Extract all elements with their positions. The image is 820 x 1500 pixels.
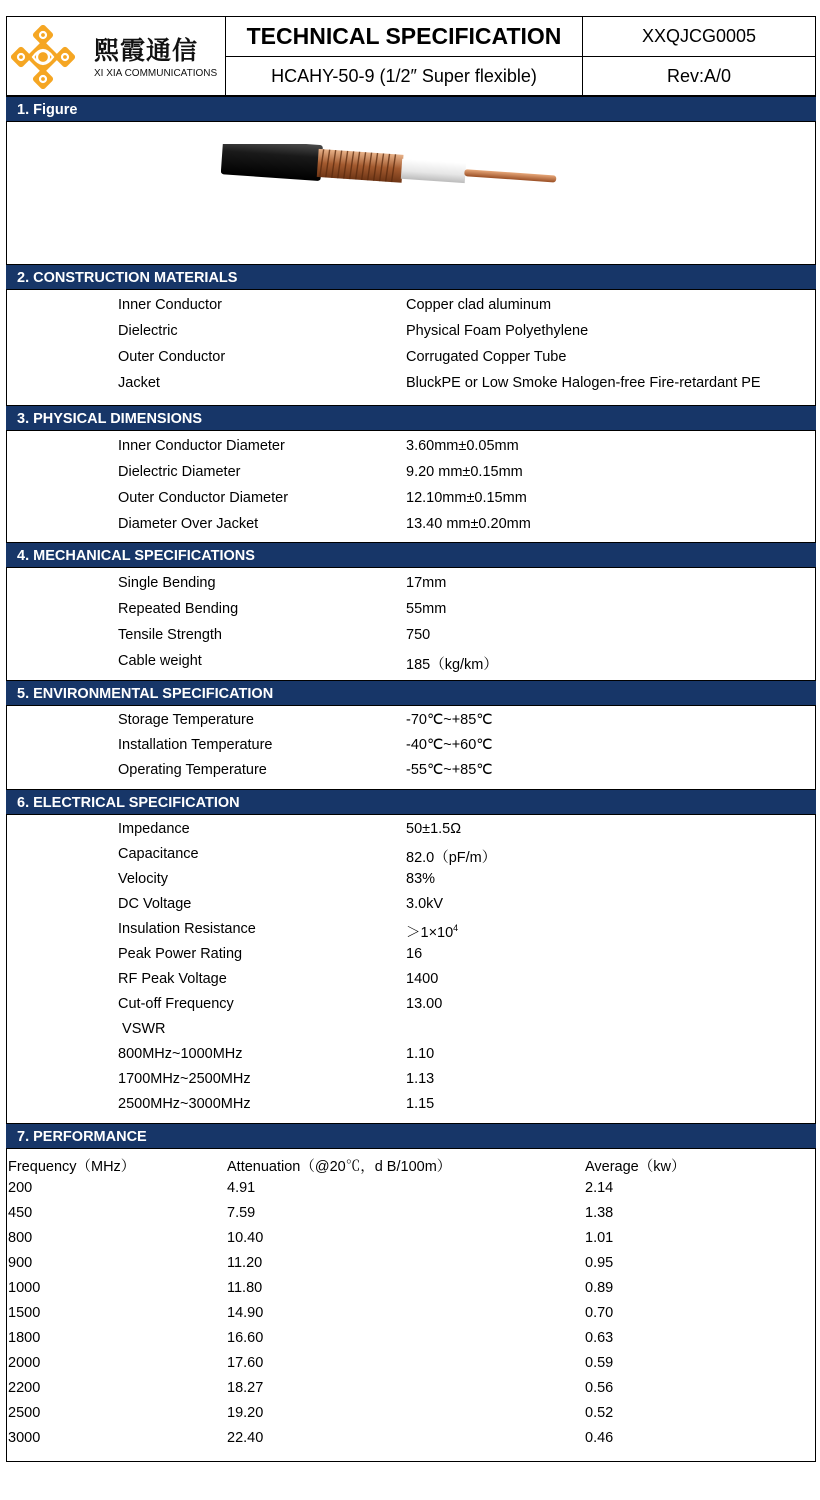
spec-value: BluckPE or Low Smoke Halogen-free Fire-retardant PE bbox=[406, 375, 761, 391]
spec-value: 50±1.5Ω bbox=[406, 821, 462, 837]
section-title-construction: 2. CONSTRUCTION MATERIALS bbox=[6, 264, 816, 290]
spec-value: 17mm bbox=[406, 575, 447, 591]
spec-label: Diameter Over Jacket bbox=[118, 516, 259, 532]
spec-value: -55℃~+85℃ bbox=[406, 762, 493, 778]
cell-average-power: 0.70 bbox=[585, 1305, 614, 1321]
spec-value: 750 bbox=[406, 627, 431, 643]
spec-value: Corrugated Copper Tube bbox=[406, 349, 567, 365]
section-title-electrical: 6. ELECTRICAL SPECIFICATION bbox=[6, 789, 816, 815]
spec-value: 1.10 bbox=[406, 1046, 435, 1062]
column-header-average-power: Average（kw） bbox=[585, 1159, 686, 1175]
cell-attenuation: 19.20 bbox=[227, 1405, 264, 1421]
company-name-en: XI XIA COMMUNICATIONS bbox=[94, 68, 218, 79]
cell-attenuation: 10.40 bbox=[227, 1230, 264, 1246]
cell-frequency: 2000 bbox=[8, 1355, 41, 1371]
spec-label: Velocity bbox=[118, 871, 168, 887]
section-title-performance: 7. PERFORMANCE bbox=[6, 1123, 816, 1149]
spec-value: 9.20 mm±0.15mm bbox=[406, 464, 523, 480]
section-title-physical: 3. PHYSICAL DIMENSIONS bbox=[6, 405, 816, 431]
spec-label: Tensile Strength bbox=[118, 627, 222, 643]
cell-average-power: 1.38 bbox=[585, 1205, 614, 1221]
section-environmental bbox=[6, 680, 816, 789]
spec-label: Cable weight bbox=[118, 653, 202, 669]
spec-value: 55mm bbox=[406, 601, 447, 617]
section-title-mechanical: 4. MECHANICAL SPECIFICATIONS bbox=[6, 542, 816, 568]
spec-value: 1.15 bbox=[406, 1096, 435, 1112]
section-electrical bbox=[6, 789, 816, 1123]
document-number: XXQJCG0005 bbox=[583, 17, 815, 57]
company-logo-cell bbox=[7, 17, 226, 95]
spec-value-base: ＞1×10 bbox=[406, 925, 454, 941]
cell-frequency: 3000 bbox=[8, 1430, 41, 1446]
section-title-environmental: 5. ENVIRONMENTAL SPECIFICATION bbox=[6, 680, 816, 706]
spec-label: Inner Conductor Diameter bbox=[118, 438, 285, 454]
column-header-attenuation: Attenuation（@20℃，d B/100m） bbox=[227, 1159, 452, 1175]
spec-label: Capacitance bbox=[118, 846, 199, 862]
spec-label: Operating Temperature bbox=[118, 762, 267, 778]
spec-label: Impedance bbox=[118, 821, 190, 837]
spec-value: -40℃~+60℃ bbox=[406, 737, 493, 753]
cell-frequency: 1000 bbox=[8, 1280, 41, 1296]
coaxial-cable-image bbox=[221, 144, 561, 208]
section-physical bbox=[6, 405, 816, 542]
spec-label: Single Bending bbox=[118, 575, 216, 591]
spec-value: 3.60mm±0.05mm bbox=[406, 438, 519, 454]
spec-label: Jacket bbox=[118, 375, 160, 391]
cell-attenuation: 11.20 bbox=[227, 1255, 263, 1271]
spec-label: Dielectric Diameter bbox=[118, 464, 241, 480]
spec-value: 1400 bbox=[406, 971, 439, 987]
cell-frequency: 1500 bbox=[8, 1305, 41, 1321]
spec-value: 1.13 bbox=[406, 1071, 435, 1087]
spec-value: 13.00 bbox=[406, 996, 443, 1012]
section-performance bbox=[6, 1123, 816, 1462]
cell-average-power: 0.56 bbox=[585, 1380, 614, 1396]
cell-average-power: 0.63 bbox=[585, 1330, 614, 1346]
cell-frequency: 800 bbox=[8, 1230, 33, 1246]
cell-average-power: 0.46 bbox=[585, 1430, 614, 1446]
spec-label: Peak Power Rating bbox=[118, 946, 243, 962]
cell-attenuation: 16.60 bbox=[227, 1330, 264, 1346]
cell-attenuation: 4.91 bbox=[227, 1180, 256, 1196]
spec-label: Outer Conductor bbox=[118, 349, 226, 365]
cell-frequency: 2500 bbox=[8, 1405, 41, 1421]
document-header bbox=[6, 16, 816, 96]
spec-label: DC Voltage bbox=[118, 896, 192, 912]
cell-average-power: 1.01 bbox=[585, 1230, 614, 1246]
spec-label: Insulation Resistance bbox=[118, 921, 256, 937]
spec-value: Copper clad aluminum bbox=[406, 297, 552, 313]
cell-attenuation: 22.40 bbox=[227, 1430, 264, 1446]
section-construction bbox=[6, 264, 816, 405]
column-header-frequency: Frequency（MHz） bbox=[8, 1159, 136, 1175]
document-title: TECHNICAL SPECIFICATION bbox=[226, 17, 583, 57]
spec-label: Cut-off Frequency bbox=[118, 996, 234, 1012]
company-logo-icon bbox=[11, 25, 75, 89]
cell-average-power: 2.14 bbox=[585, 1180, 614, 1196]
cell-average-power: 0.89 bbox=[585, 1280, 614, 1296]
cell-attenuation: 11.80 bbox=[227, 1280, 263, 1296]
spec-value: Physical Foam Polyethylene bbox=[406, 323, 589, 339]
spec-value: 3.0kV bbox=[406, 896, 444, 912]
spec-value: 12.10mm±0.15mm bbox=[406, 490, 527, 506]
spec-value: 13.40 mm±0.20mm bbox=[406, 516, 531, 532]
section-mechanical bbox=[6, 542, 816, 680]
spec-label: Repeated Bending bbox=[118, 601, 239, 617]
cell-attenuation: 18.27 bbox=[227, 1380, 264, 1396]
cell-frequency: 2200 bbox=[8, 1380, 41, 1396]
cell-average-power: 0.59 bbox=[585, 1355, 614, 1371]
spec-value: 16 bbox=[406, 946, 423, 962]
cable-model: HCAHY-50-9 (1/2″ Super flexible) bbox=[226, 57, 583, 95]
cell-average-power: 0.52 bbox=[585, 1405, 614, 1421]
document-revision: Rev:A/0 bbox=[666, 65, 732, 86]
cell-attenuation: 7.59 bbox=[227, 1205, 256, 1221]
spec-value-exponent: 4 bbox=[453, 923, 459, 934]
section-figure bbox=[6, 96, 816, 264]
spec-value: 82.0（pF/m） bbox=[406, 850, 497, 866]
spec-label: Dielectric bbox=[118, 323, 178, 339]
spec-label: Outer Conductor Diameter bbox=[118, 490, 289, 506]
section-title-figure: 1. Figure bbox=[6, 96, 816, 122]
spec-value: 83% bbox=[406, 871, 436, 887]
spec-value: 185（kg/km） bbox=[406, 657, 498, 673]
cell-attenuation: 14.90 bbox=[227, 1305, 264, 1321]
spec-label: Installation Temperature bbox=[118, 737, 273, 753]
company-name-cn: 熙霞通信 bbox=[94, 36, 199, 65]
cell-frequency: 450 bbox=[8, 1205, 33, 1221]
cell-frequency: 900 bbox=[8, 1255, 33, 1271]
spec-label: Storage Temperature bbox=[118, 712, 254, 728]
spec-label: RF Peak Voltage bbox=[118, 971, 227, 987]
spec-label: VSWR bbox=[118, 1021, 166, 1037]
spec-label: 2500MHz~3000MHz bbox=[118, 1096, 251, 1112]
spec-value bbox=[406, 921, 458, 942]
spec-label: 800MHz~1000MHz bbox=[118, 1046, 243, 1062]
spec-label: Inner Conductor bbox=[118, 297, 222, 313]
spec-label: 1700MHz~2500MHz bbox=[118, 1071, 251, 1087]
cell-frequency: 1800 bbox=[8, 1330, 41, 1346]
cell-average-power: 0.95 bbox=[585, 1255, 614, 1271]
cell-frequency: 200 bbox=[8, 1180, 33, 1196]
cell-attenuation: 17.60 bbox=[227, 1355, 264, 1371]
spec-value: -70℃~+85℃ bbox=[406, 712, 493, 728]
